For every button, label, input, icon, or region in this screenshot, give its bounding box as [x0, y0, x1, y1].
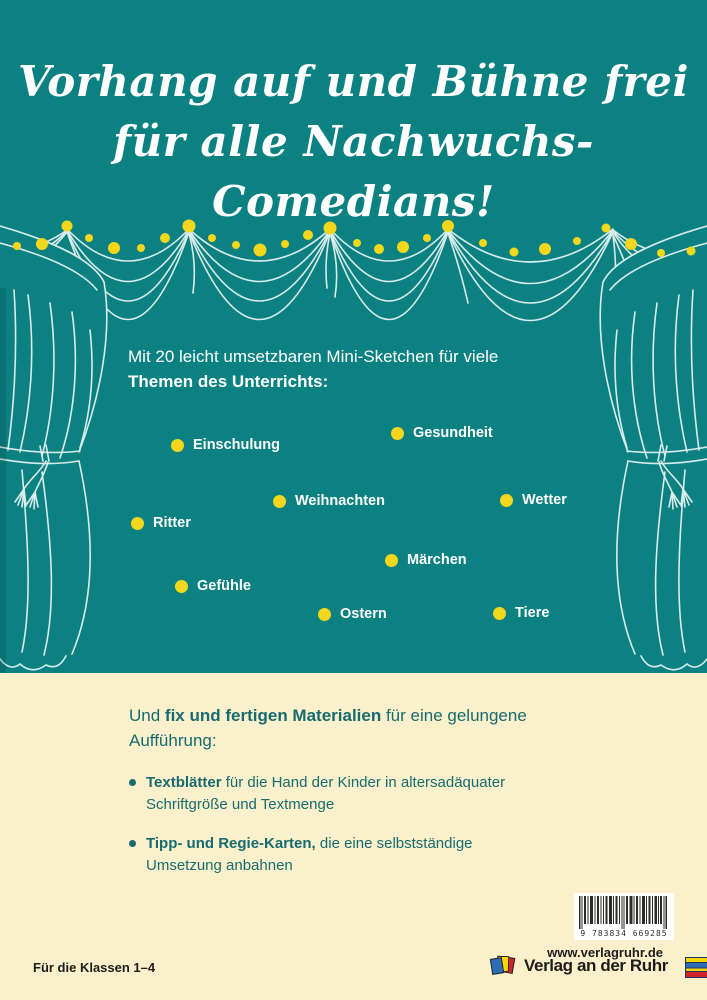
publisher-logo	[491, 954, 668, 978]
grade-range-label: Für die Klassen 1–4	[33, 960, 156, 975]
topic-tiere	[493, 604, 549, 622]
topic-label: Weihnachten	[295, 493, 385, 509]
topic-label: Märchen	[407, 552, 467, 568]
intro-line1: Mit 20 leicht umsetzbaren Mini-Sketchen für viele	[128, 347, 499, 366]
intro-line2: Themen des Unterrichts:	[128, 372, 329, 391]
bullet-bold: Textblätter	[146, 774, 222, 791]
headline-line1: Vorhang auf und Bühne frei	[18, 57, 689, 106]
spine-stripes-icon	[685, 957, 707, 978]
bullet-dot-icon	[391, 427, 404, 440]
right-curtain	[600, 226, 707, 670]
bullet-line2: Schriftgröße und Textmenge	[146, 796, 335, 813]
topic-label: Einschulung	[193, 437, 280, 453]
bullet-tipp-regie-karten	[129, 833, 569, 877]
bullet-dot-icon	[318, 608, 331, 621]
headline-line2: für alle Nachwuchs-Comedians!	[113, 117, 594, 226]
topic-maerchen	[385, 551, 467, 569]
topic-gefuehle	[175, 577, 251, 595]
left-curtain	[0, 226, 107, 670]
heading-suffix: für eine gelungene	[381, 706, 527, 725]
heading-prefix: Und	[129, 706, 165, 725]
bullet-dot-icon	[175, 580, 188, 593]
bullet-dot-icon	[500, 494, 513, 507]
bullet-bold: Tipp- und Regie-Karten,	[146, 835, 316, 852]
topic-label: Tiere	[515, 605, 550, 621]
heading-bold: fix und fertigen Materialien	[164, 706, 382, 725]
headline	[0, 52, 707, 232]
page-edge-shadow	[0, 288, 6, 673]
topic-ostern	[318, 605, 387, 623]
bullet-dot-icon	[385, 554, 398, 567]
bullet-rest: die eine selbstständige	[315, 835, 473, 852]
topic-label: Gesundheit	[413, 425, 493, 441]
barcode-bars-icon	[579, 896, 669, 930]
bullet-dot-icon	[493, 607, 506, 620]
topic-gesundheit	[391, 424, 493, 442]
bullet-dot-icon	[129, 779, 136, 786]
bullet-dot-icon	[273, 495, 286, 508]
topic-label: Gefühle	[197, 578, 251, 594]
isbn-barcode	[574, 893, 674, 940]
topic-label: Ritter	[153, 515, 191, 531]
bullet-line2: Umsetzung anbahnen	[146, 857, 293, 874]
publisher-website: www.verlagruhr.de	[547, 945, 663, 960]
intro-text	[128, 344, 558, 394]
bullet-dot-icon	[129, 840, 136, 847]
topic-ritter	[131, 514, 191, 532]
materials-heading	[129, 703, 599, 753]
bullet-dot-icon	[131, 517, 144, 530]
topic-einschulung	[171, 436, 280, 454]
topic-weihnachten	[273, 492, 385, 510]
topic-wetter	[500, 491, 567, 509]
blue-book-icon	[490, 957, 504, 975]
isbn-digits: 9 783834 669285	[580, 929, 668, 938]
publisher-name: Verlag an der Ruhr	[524, 956, 668, 975]
bullet-rest: für die Hand der Kinder in altersadäquater	[221, 774, 506, 791]
topic-label: Wetter	[522, 492, 567, 508]
bullet-dot-icon	[171, 439, 184, 452]
heading-line2: Aufführung:	[129, 731, 217, 750]
bullet-textblaetter	[129, 772, 569, 816]
materials-section	[0, 673, 707, 1000]
topic-label: Ostern	[340, 606, 387, 622]
publisher-books-icon	[491, 954, 517, 978]
